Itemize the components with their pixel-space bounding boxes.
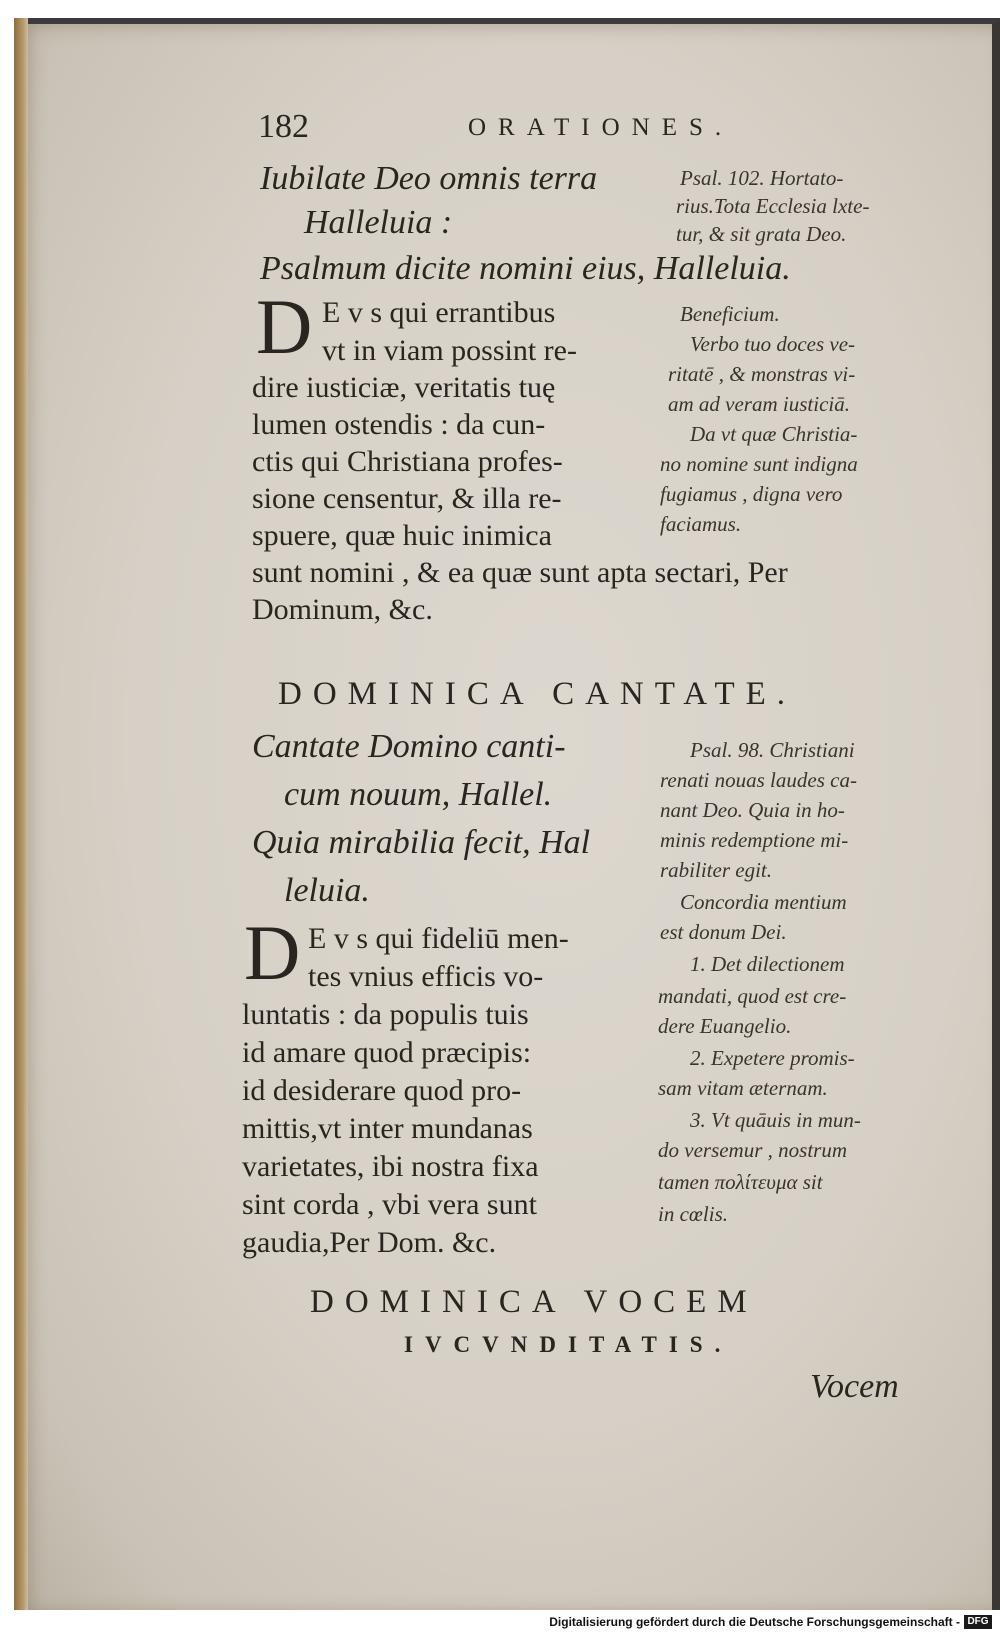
prayer-line: sunt nomini , & ea quæ sunt apta sectari, Per <box>252 556 788 589</box>
running-title: ORATIONES. <box>468 114 734 141</box>
side-note: am ad veram iusticiā. <box>668 392 850 416</box>
prayer-line: E v s qui fideliū men- <box>308 922 569 955</box>
side-note: 2. Expetere promis- <box>690 1046 855 1070</box>
prayer-line: mittis,vt inter mundanas <box>242 1112 533 1145</box>
section-heading: DOMINICA CANTATE. <box>278 676 797 712</box>
psalm-line: Quia mirabilia fecit, Hal <box>252 824 591 861</box>
marginal-note: rius.Tota Ecclesia lxte- <box>676 194 870 218</box>
side-note: renati nouas laudes ca- <box>660 768 857 792</box>
side-note: minis redemptione mi- <box>660 828 849 852</box>
side-note: Psal. 98. Christiani <box>690 738 855 762</box>
prayer-line: Dominum, &c. <box>252 593 433 626</box>
side-note: 1. Det dilectionem <box>690 952 845 976</box>
side-note: fugiamus , digna vero <box>660 482 843 506</box>
prayer-line: E v s qui errantibus <box>322 296 556 329</box>
psalm-line: leluia. <box>284 872 370 909</box>
prayer-line: id amare quod præcipis: <box>242 1036 532 1069</box>
section-subheading: IVCVNDITATIS. <box>404 1332 733 1357</box>
side-note: Concordia mentium <box>680 890 847 914</box>
psalm-line: Cantate Domino canti- <box>252 728 566 765</box>
side-note: in cœlis. <box>658 1202 729 1226</box>
side-note: nant Deo. Quia in ho- <box>660 798 845 822</box>
dfg-logo: DFG <box>964 1615 992 1629</box>
side-note: no nomine sunt indigna <box>660 452 858 476</box>
prayer-line: spuere, quæ huic inimica <box>252 519 552 552</box>
prayer-line: id desiderare quod pro- <box>242 1074 522 1107</box>
prayer-line: dire iusticiæ, veritatis tuę <box>252 371 556 404</box>
prayer-line: varietates, ibi nostra fixa <box>242 1150 539 1183</box>
psalm-line: Iubilate Deo omnis terra <box>260 160 598 197</box>
side-note: do versemur , nostrum <box>658 1138 847 1162</box>
page-number: 182 <box>258 108 309 145</box>
footer-credit: Digitalisierung gefördert durch die Deutsche Forschungsgemeinschaft - <box>549 1615 960 1629</box>
side-note: Da vt quæ Christia- <box>690 422 858 446</box>
side-note: tamen πολίτευμα sit <box>658 1170 823 1194</box>
side-note: Beneficium. <box>680 302 780 326</box>
psalm-line: Psalmum dicite nomini eius, Halleluia. <box>260 250 791 287</box>
drop-cap: D <box>256 283 313 370</box>
prayer-line: sint corda , vbi vera sunt <box>242 1188 537 1221</box>
side-note: 3. Vt quāuis in mun- <box>690 1108 861 1132</box>
psalm-line: Halleluia : <box>304 204 453 241</box>
side-note: Verbo tuo doces ve- <box>690 332 856 356</box>
prayer-line: sione censentur, & illa re- <box>252 482 562 515</box>
section-heading: DOMINICA VOCEM <box>310 1284 758 1320</box>
drop-cap: D <box>244 909 301 996</box>
prayer-line: gaudia,Per Dom. &c. <box>242 1226 497 1259</box>
side-note: est donum Dei. <box>660 920 787 944</box>
marginal-note: tur, & sit grata Deo. <box>676 222 847 246</box>
prayer-line: luntatis : da populis tuis <box>242 998 529 1031</box>
prayer-line: ctis qui Christiana profes- <box>252 445 563 478</box>
side-note: rabiliter egit. <box>660 858 772 882</box>
side-note: faciamus. <box>660 512 742 536</box>
digitization-footer <box>0 1610 1000 1635</box>
book-spine <box>14 18 28 1618</box>
catchword: Vocem <box>810 1368 899 1405</box>
side-note: ritatē , & monstras vi- <box>668 362 856 386</box>
prayer-line: vt in viam possint re- <box>322 334 577 367</box>
side-note: sam vitam æternam. <box>658 1076 828 1100</box>
marginal-note: Psal. 102. Hortato- <box>680 166 844 190</box>
psalm-line: cum nouum, Hallel. <box>284 776 553 813</box>
prayer-line: tes vnius efficis vo- <box>308 960 544 993</box>
side-note: mandati, quod est cre- <box>658 984 847 1008</box>
prayer-line: lumen ostendis : da cun- <box>252 408 546 441</box>
side-note: dere Euangelio. <box>658 1014 792 1038</box>
